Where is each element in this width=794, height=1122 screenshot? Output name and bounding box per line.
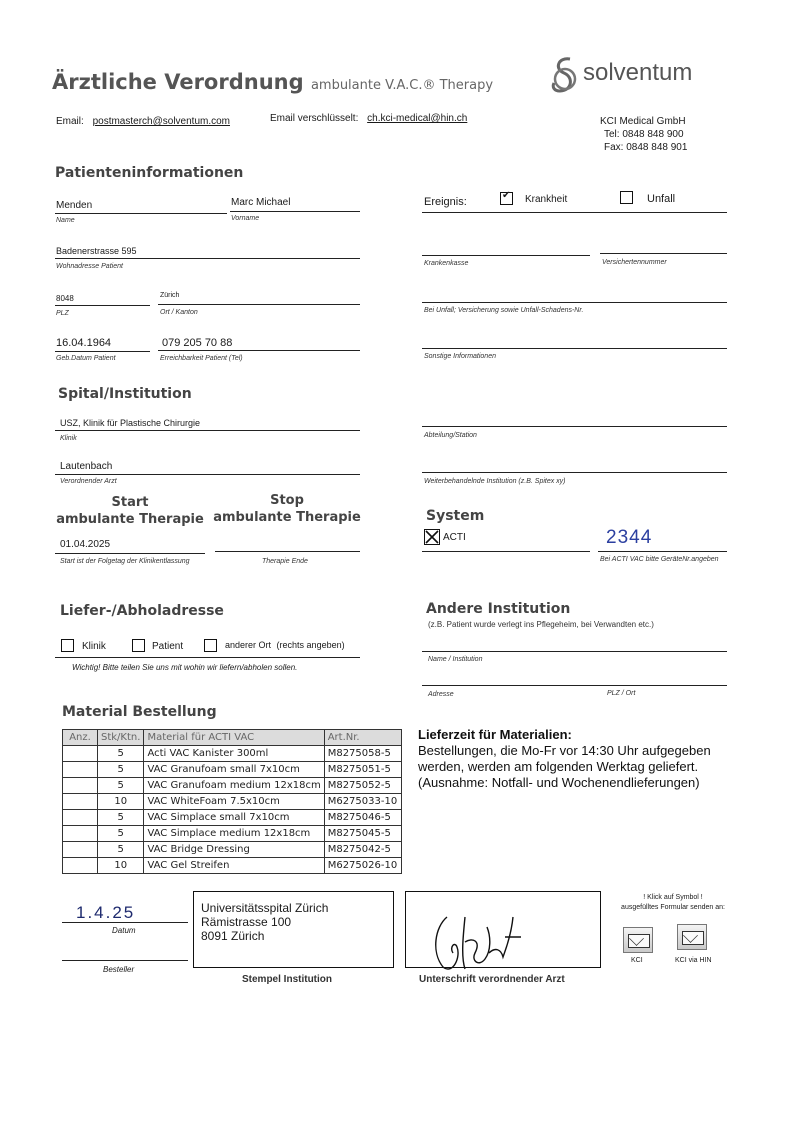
artnr-cell: M8275051-5: [324, 762, 401, 778]
patient-address-value: Badenerstrasse 595: [56, 246, 137, 256]
start-title: [55, 494, 205, 528]
patient-phone-line: [158, 350, 360, 351]
email-link[interactable]: postmasterch@solventum.com: [92, 116, 230, 127]
patient-phone-value: 079 205 70 88: [162, 337, 233, 349]
stamp-label: Stempel Institution: [242, 974, 332, 985]
send-line1: ! Klick auf Symbol !: [643, 894, 703, 901]
patient-birth-line: [55, 351, 150, 352]
system-section-title: System: [426, 508, 485, 524]
acti-label: ACTI: [443, 532, 466, 543]
patient-name-value: Menden: [56, 200, 93, 211]
sonstige-line: [422, 348, 727, 349]
company-tel: Tel: 0848 848 900: [604, 129, 684, 140]
delivery-time-line3: (Ausnahme: Notfall- und Wochenendlieferungen): [418, 775, 700, 790]
material-cell: Acti VAC Kanister 300ml: [144, 746, 324, 762]
other-name-label: Name / Institution: [428, 656, 483, 663]
krankheit-checkbox[interactable]: [500, 192, 513, 205]
start-title-2: ambulante Therapie: [56, 512, 204, 527]
unfall-info-line: [422, 302, 727, 303]
col-stk: Stk/Ktn.: [98, 730, 144, 746]
delivery-other-label: [225, 640, 345, 650]
qty-cell[interactable]: [63, 746, 98, 762]
patient-phone-label: Erreichbarkeit Patient (Tel): [160, 355, 243, 362]
patient-vorname-label: Vorname: [231, 215, 260, 222]
end-date-line: [215, 551, 360, 552]
email-encrypted-link[interactable]: ch.kci-medical@hin.ch: [367, 113, 468, 124]
versichertennummer-line: [600, 253, 727, 254]
qty-cell[interactable]: [63, 810, 98, 826]
institution-section-title: Spital/Institution: [58, 386, 192, 402]
send-kci-label: KCI: [631, 957, 643, 964]
company-fax: Fax: 0848 848 901: [604, 142, 688, 153]
patient-birth-value: 16.04.1964: [56, 337, 112, 349]
device-number-label: Bei ACTI VAC bitte GeräteNr.angeben: [600, 556, 719, 563]
company-name: KCI Medical GmbH: [600, 116, 686, 127]
device-number-line: [598, 551, 727, 552]
col-artnr: Art.Nr.: [324, 730, 401, 746]
artnr-cell: M8275045-5: [324, 826, 401, 842]
send-hin-icon[interactable]: [677, 924, 707, 950]
event-underline: [422, 212, 727, 213]
patient-vorname-line: [230, 211, 360, 212]
klinik-line: [55, 430, 360, 431]
table-row: [63, 794, 402, 810]
weiter-label: Weiterbehandelnde Institution (z.B. Spitex xy): [424, 478, 566, 485]
email-label: Email:: [56, 116, 84, 127]
delivery-other-text: anderer Ort: [225, 640, 272, 650]
stop-title-1: Stop: [270, 493, 304, 508]
other-institution-hint: (z.B. Patient wurde verlegt ins Pflegeheim, bei Verwandten etc.): [428, 620, 654, 629]
other-address-line: [422, 685, 727, 686]
acti-checkbox[interactable]: [424, 529, 440, 545]
material-cell: VAC Granufoam small 7x10cm: [144, 762, 324, 778]
klinik-label: Klinik: [60, 435, 77, 442]
stamp-line2: Rämistrasse 100: [201, 915, 292, 929]
patient-address-line: [55, 258, 360, 259]
material-header-row: [63, 730, 402, 746]
qty-cell[interactable]: [63, 858, 98, 874]
krankenkasse-line: [422, 255, 590, 256]
stop-title: [212, 492, 362, 526]
patient-name-label: Name: [56, 217, 75, 224]
sonstige-label: Sonstige Informationen: [424, 353, 496, 360]
artnr-cell: M8275058-5: [324, 746, 401, 762]
date-label: Datum: [112, 926, 136, 935]
send-kci-icon[interactable]: [623, 927, 653, 953]
material-cell: VAC Simplace small 7x10cm: [144, 810, 324, 826]
weiter-line: [422, 472, 727, 473]
table-row: [63, 858, 402, 874]
delivery-klinik-checkbox[interactable]: [61, 639, 74, 652]
qty-cell[interactable]: [63, 826, 98, 842]
send-instructions: [608, 893, 738, 913]
material-cell: VAC Bridge Dressing: [144, 842, 324, 858]
qty-cell[interactable]: [63, 794, 98, 810]
delivery-other-note: (rechts angeben): [276, 640, 345, 650]
start-date-label: Start ist der Folgetag der Klinikentlassung: [60, 558, 190, 565]
material-section-title: Material Bestellung: [62, 704, 217, 720]
abteilung-label: Abteilung/Station: [424, 432, 477, 439]
pack-cell: 5: [98, 810, 144, 826]
email-encrypted-row: [270, 113, 467, 124]
signature-scribble: [425, 897, 535, 977]
patient-ort-label: Ort / Kanton: [160, 309, 198, 316]
stamp-text: [201, 901, 328, 943]
pack-cell: 5: [98, 762, 144, 778]
krankheit-label: Krankheit: [525, 194, 568, 205]
delivery-note: Wichtig! Bitte teilen Sie uns mit wohin wir liefern/abholen sollen.: [72, 663, 298, 672]
pack-cell: 10: [98, 794, 144, 810]
qty-cell[interactable]: [63, 762, 98, 778]
artnr-cell: M6275033-10: [324, 794, 401, 810]
stamp-line3: 8091 Zürich: [201, 929, 265, 943]
delivery-time-line2: werden, werden am folgenden Werktag geliefert.: [418, 759, 699, 774]
date-line: [62, 922, 188, 923]
unfall-label: Unfall: [647, 193, 676, 205]
patient-address-label: Wohnadresse Patient: [56, 263, 123, 270]
email-row: [56, 116, 230, 127]
artnr-cell: M8275042-5: [324, 842, 401, 858]
klinik-value: USZ, Klinik für Plastische Chirurgie: [60, 418, 201, 428]
delivery-time-title: Lieferzeit für Materialien:: [418, 727, 572, 742]
material-cell: VAC Gel Streifen: [144, 858, 324, 874]
besteller-label: Besteller: [103, 965, 135, 974]
col-anz: Anz.: [63, 730, 98, 746]
send-hin-label: KCI via HIN: [675, 957, 712, 964]
company-contact: [590, 115, 687, 154]
other-plz-label: PLZ / Ort: [607, 690, 636, 697]
send-line2: ausgefülltes Formular senden an:: [621, 904, 725, 911]
arzt-label: Verordnender Arzt: [60, 478, 117, 485]
patient-name-line: [55, 213, 227, 214]
artnr-cell: M6275026-10: [324, 858, 401, 874]
material-cell: VAC Granufoam medium 12x18cm: [144, 778, 324, 794]
date-handwritten: 1.4.25: [76, 903, 136, 922]
solventum-logo-icon: [550, 55, 580, 97]
patient-ort-line: [158, 304, 360, 305]
material-cell: VAC WhiteFoam 7.5x10cm: [144, 794, 324, 810]
patient-plz-line: [55, 305, 150, 306]
material-table: [62, 729, 402, 874]
event-label: Ereignis:: [424, 196, 467, 208]
arzt-line: [55, 474, 360, 475]
form-title: [52, 70, 493, 94]
email-encrypted-label: Email verschlüsselt:: [270, 113, 359, 124]
start-date-value: 01.04.2025: [60, 539, 111, 550]
table-row: [63, 762, 402, 778]
stop-title-2: ambulante Therapie: [213, 510, 361, 525]
besteller-line: [62, 960, 188, 961]
title-sub: ambulante V.A.C.® Therapy: [310, 78, 494, 93]
patient-birth-label: Geb.Datum Patient: [56, 355, 116, 362]
other-institution-title: Andere Institution: [426, 601, 571, 617]
device-number-value: 2344: [606, 527, 653, 548]
table-row: [63, 746, 402, 762]
signature-label: Unterschrift verordnender Arzt: [419, 974, 565, 985]
patient-plz-value: 8048: [56, 294, 74, 303]
system-line: [422, 551, 590, 552]
other-name-line: [422, 651, 727, 652]
table-row: [63, 778, 402, 794]
abteilung-line: [422, 426, 727, 427]
unfall-info-label: Bei Unfall; Versicherung sowie Unfall-Schadens-Nr.: [424, 307, 584, 314]
versichertennummer-label: Versichertennummer: [602, 259, 667, 266]
krankenkasse-label: Krankenkasse: [424, 260, 469, 267]
qty-cell[interactable]: [63, 778, 98, 794]
table-row: [63, 842, 402, 858]
delivery-line: [55, 657, 360, 658]
title-main: Ärztliche Verordnung: [52, 70, 304, 94]
other-address-label: Adresse: [428, 691, 454, 698]
delivery-section-title: Liefer-/Abholadresse: [60, 603, 224, 619]
artnr-cell: M8275052-5: [324, 778, 401, 794]
end-date-label: Therapie Ende: [262, 558, 308, 565]
delivery-patient-checkbox[interactable]: [132, 639, 145, 652]
patient-plz-label: PLZ: [56, 310, 69, 317]
material-cell: VAC Simplace medium 12x18cm: [144, 826, 324, 842]
delivery-time-line1: Bestellungen, die Mo-Fr vor 14:30 Uhr aufgegeben: [418, 743, 711, 758]
delivery-klinik-label: Klinik: [82, 641, 106, 652]
col-material: Material für ACTI VAC: [144, 730, 324, 746]
stamp-line1: Universitätsspital Zürich: [201, 901, 329, 915]
brand-name: solventum: [583, 59, 693, 86]
artnr-cell: M8275046-5: [324, 810, 401, 826]
delivery-time-block: [418, 727, 711, 791]
table-row: [63, 810, 402, 826]
start-date-line: [55, 553, 205, 554]
delivery-patient-label: Patient: [152, 641, 184, 652]
pack-cell: 5: [98, 778, 144, 794]
pack-cell: 5: [98, 842, 144, 858]
patient-ort-value: Zürich: [160, 292, 180, 299]
qty-cell[interactable]: [63, 842, 98, 858]
start-title-1: Start: [111, 495, 149, 510]
patient-section-title: Patienteninformationen: [55, 165, 244, 181]
arzt-value: Lautenbach: [60, 461, 113, 472]
unfall-checkbox[interactable]: [620, 191, 633, 204]
patient-vorname-value: Marc Michael: [231, 197, 291, 208]
pack-cell: 10: [98, 858, 144, 874]
brand-logo: [550, 55, 720, 97]
delivery-other-checkbox[interactable]: [204, 639, 217, 652]
cross-mark-icon: [424, 529, 440, 545]
pack-cell: 5: [98, 746, 144, 762]
pack-cell: 5: [98, 826, 144, 842]
table-row: [63, 826, 402, 842]
